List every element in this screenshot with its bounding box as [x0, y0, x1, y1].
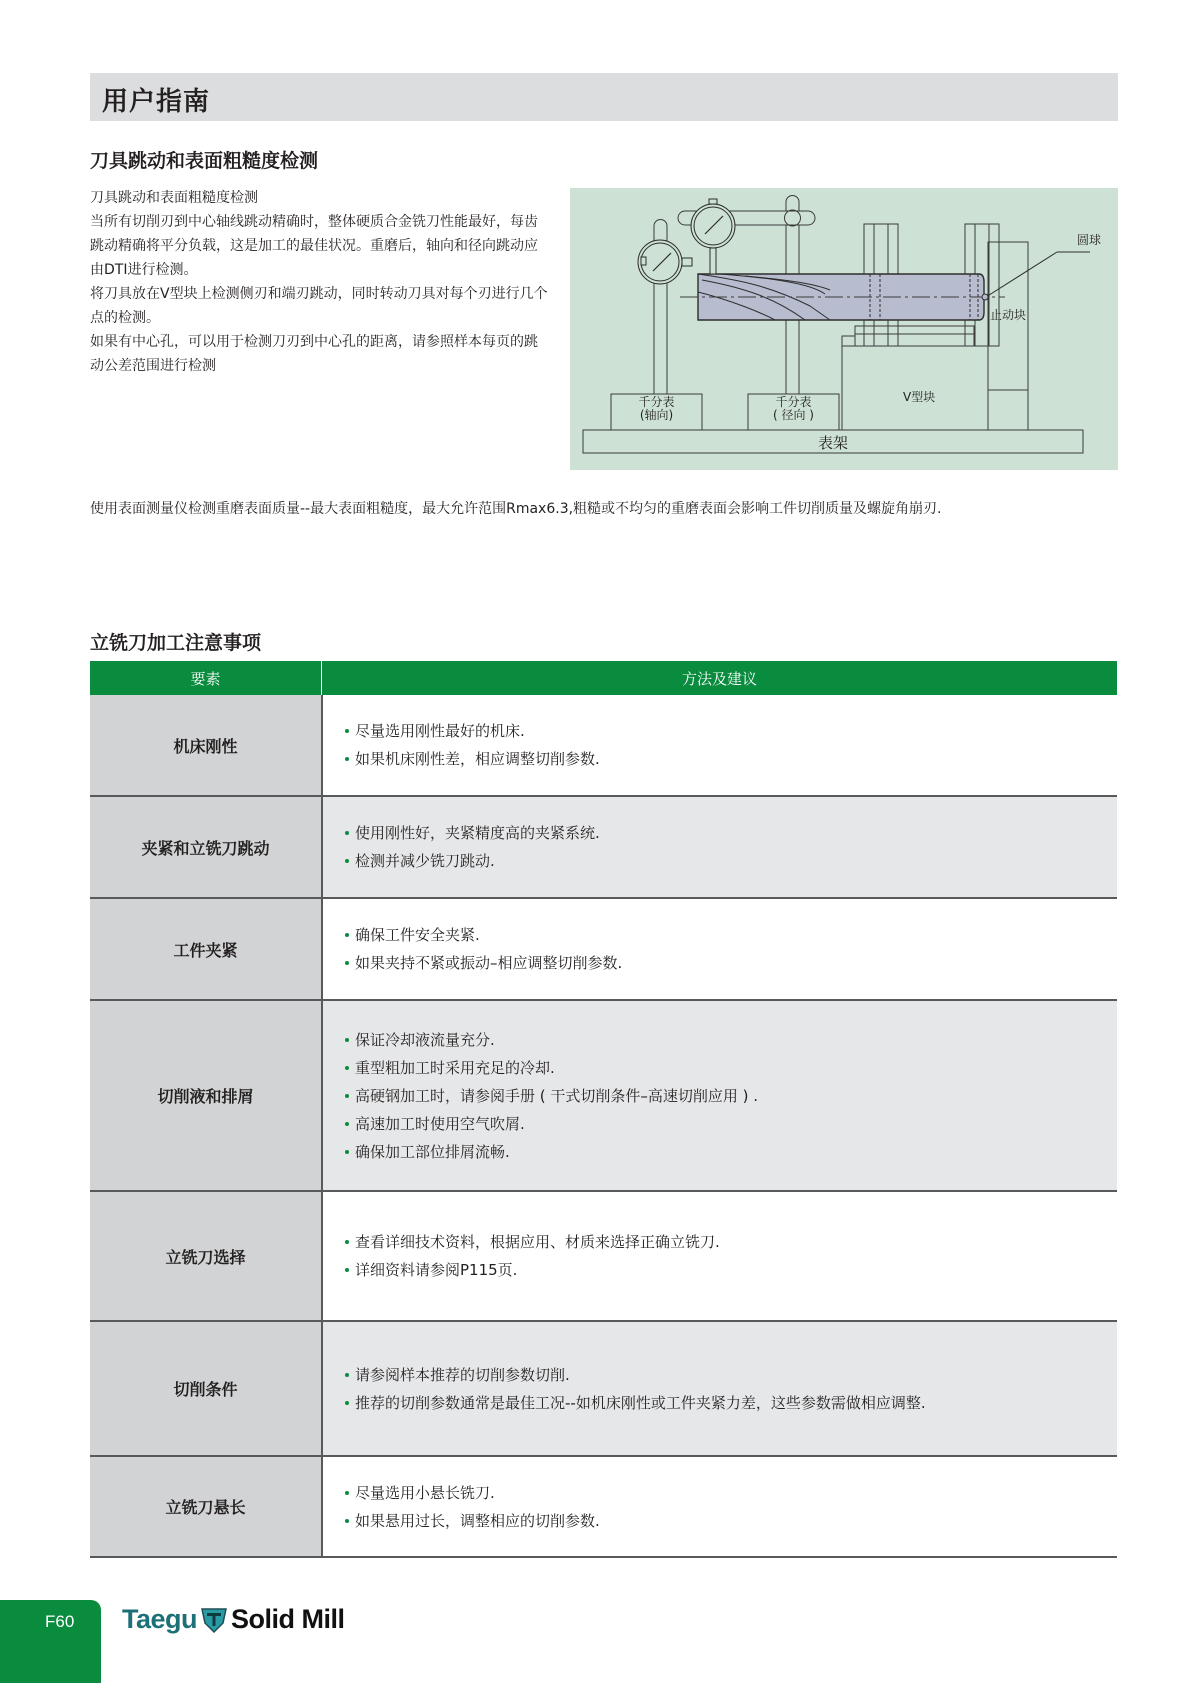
tip-item [345, 1389, 1117, 1417]
tip-item [345, 1228, 1117, 1256]
intro-paragraph: 如果有中心孔，可以用于检测刀刃到中心孔的距离，请参照样本每页的跳动公差范围进行检测 [90, 334, 538, 374]
table-row [90, 797, 1117, 899]
tip-item [345, 819, 1117, 847]
page-number: F60 [45, 1612, 75, 1631]
tip-item [345, 1026, 1117, 1054]
intro-paragraph: 将刀具放在V型块上检测侧刃和端刃跳动，同时转动刀具对每个刃进行几个点的检测。 [90, 286, 548, 326]
tip-text: 检测并减少铣刀跳动. [355, 852, 495, 870]
bullet-icon [345, 1519, 349, 1523]
tip-text: 查看详细技术资料，根据应用、材质来选择正确立铣刀. [355, 1233, 720, 1251]
page-header-bar [90, 73, 1118, 121]
row-factor: 切削液和排屑 [90, 1001, 323, 1190]
tip-item [345, 1507, 1117, 1535]
tip-text: 如果夹持不紧或振动–相应调整切削参数. [355, 954, 623, 972]
label-dial-radial [748, 396, 839, 422]
bullet-icon [345, 831, 349, 835]
label-ball: 圆球 [1077, 233, 1102, 247]
tip-text: 详细资料请参阅P115页. [355, 1261, 518, 1279]
bullet-icon [345, 1401, 349, 1405]
tip-item [345, 1110, 1117, 1138]
tip-text: 如果机床刚性差，相应调整切削参数. [355, 750, 600, 768]
row-tips [323, 1001, 1117, 1190]
tip-text: 高速加工时使用空气吹屑. [355, 1114, 525, 1133]
tip-item [345, 1256, 1117, 1284]
row-tips [323, 797, 1117, 897]
label-dial-radial-dir: ( 径向 ) [773, 408, 814, 422]
row-factor: 立铣刀选择 [90, 1192, 323, 1320]
tip-text: 推荐的切削参数通常是最佳工况--如机床刚性或工件夹紧力差，这些参数需做相应调整. [355, 1393, 926, 1412]
brand-name-part1: Taegu [122, 1604, 198, 1634]
bullet-icon [345, 1122, 349, 1126]
tip-text: 如果悬用过长，调整相应的切削参数. [355, 1511, 600, 1530]
table-row [90, 1192, 1117, 1322]
bullet-icon [345, 1268, 349, 1272]
page-title: 用户指南 [102, 87, 211, 117]
table-row [90, 1457, 1117, 1558]
label-stop-block: 止动块 [990, 308, 1027, 322]
label-stand: 表架 [817, 434, 848, 452]
tip-item [345, 1082, 1117, 1110]
tip-item [345, 949, 1117, 977]
tip-item [345, 1479, 1117, 1507]
column-header-factor: 要素 [90, 661, 322, 695]
tip-text: 尽量选用刚性最好的机床. [355, 722, 525, 740]
brand-logo [122, 1604, 345, 1635]
bullet-icon [345, 933, 349, 937]
label-v-block: V型块 [903, 390, 936, 404]
bullet-icon [345, 729, 349, 733]
section-title-runout: 刀具跳动和表面粗糙度检测 [90, 150, 319, 172]
table-row [90, 899, 1117, 1001]
row-factor: 立铣刀悬长 [90, 1457, 323, 1556]
tip-item [345, 1054, 1117, 1082]
bullet-icon [345, 961, 349, 965]
column-header-method: 方法及建议 [681, 669, 757, 688]
tip-item [345, 1361, 1117, 1389]
tip-text: 请参阅样本推荐的切削参数切削. [355, 1365, 570, 1384]
row-tips [323, 1457, 1117, 1556]
row-factor: 工件夹紧 [90, 899, 323, 999]
bullet-icon [345, 1373, 349, 1377]
tip-text: 高硬钢加工时，请参阅手册 ( 干式切削条件–高速切削应用 ) . [355, 1086, 759, 1105]
surface-quality-note: 使用表面测量仪检测重磨表面质量--最大表面粗糙度，最大允许范围Rmax6.3,粗糙或不均匀的重磨表面会影响工件切削质量及螺旋角崩刃. [90, 501, 942, 517]
precautions-table [90, 661, 1117, 1558]
label-dial-axial-dir: (轴向) [639, 408, 674, 422]
tip-item [345, 1138, 1117, 1166]
bullet-icon [345, 1066, 349, 1070]
bullet-icon [345, 1094, 349, 1098]
taegu-t-shield-icon [199, 1605, 229, 1635]
tip-text: 重型粗加工时采用充足的冷却. [355, 1058, 555, 1077]
table-row [90, 1322, 1117, 1457]
table-header [90, 661, 1117, 695]
row-tips [323, 899, 1117, 999]
tip-item [345, 745, 1117, 773]
runout-diagram [570, 188, 1118, 470]
tip-text: 确保加工部位排屑流畅. [355, 1142, 510, 1161]
label-dial-axial [611, 396, 702, 422]
bullet-icon [345, 1150, 349, 1154]
runout-diagram-drawing [570, 188, 1118, 470]
page-number-tab [0, 1600, 101, 1683]
row-tips [323, 1322, 1117, 1455]
intro-paragraph: 刀具跳动和表面粗糙度检测 [90, 190, 258, 206]
row-factor: 夹紧和立铣刀跳动 [90, 797, 323, 897]
brand-name-part2: Solid Mill [231, 1604, 345, 1634]
row-factor: 切削条件 [90, 1322, 323, 1455]
row-tips [323, 695, 1117, 795]
intro-paragraph: 当所有切削刃到中心轴线跳动精确时，整体硬质合金铣刀性能最好，每齿跳动精确将平分负载，这是加工的最佳状况。重磨后，轴向和径向跳动应由DTI进行检测。 [90, 214, 538, 278]
label-dial-radial-name: 千分表 [775, 395, 812, 409]
bullet-icon [345, 1240, 349, 1244]
tip-text: 保证冷却液流量充分. [355, 1030, 495, 1049]
row-factor: 机床刚性 [90, 695, 323, 795]
tip-text: 尽量选用小悬长铣刀. [355, 1483, 495, 1502]
bullet-icon [345, 859, 349, 863]
intro-text [90, 186, 550, 378]
tip-item [345, 717, 1117, 745]
label-dial-axial-name: 千分表 [638, 395, 675, 409]
section-title-precautions: 立铣刀加工注意事项 [90, 632, 262, 654]
row-tips [323, 1192, 1117, 1320]
table-row [90, 695, 1117, 797]
table-row [90, 1001, 1117, 1192]
bullet-icon [345, 1491, 349, 1495]
tip-item [345, 921, 1117, 949]
bullet-icon [345, 1038, 349, 1042]
bullet-icon [345, 757, 349, 761]
tip-text: 使用刚性好，夹紧精度高的夹紧系统. [355, 824, 600, 842]
tip-text: 确保工件安全夹紧. [355, 926, 480, 944]
tip-item [345, 847, 1117, 875]
